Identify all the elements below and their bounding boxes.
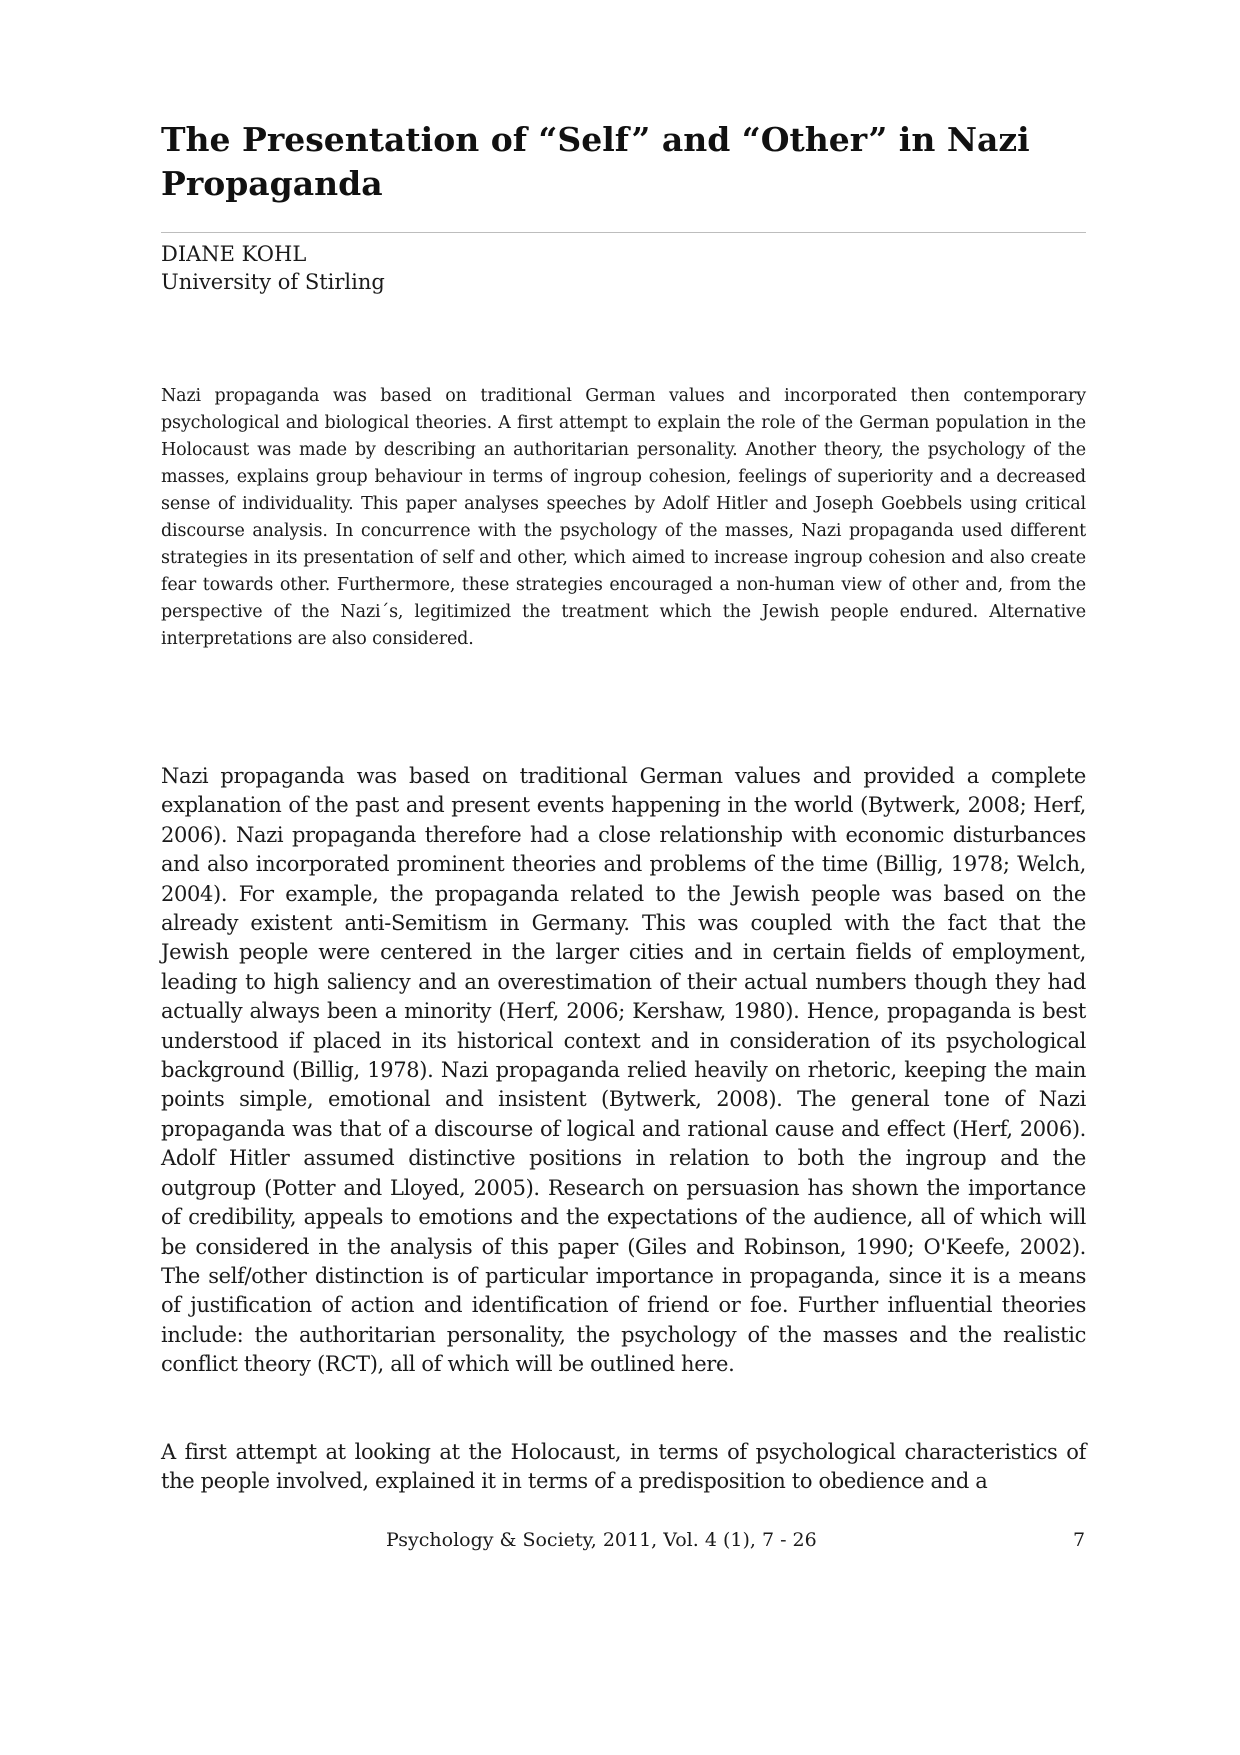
abstract-paragraph: Nazi propaganda was based on traditional German values and incorporated then contemporary psychological and biological theories. A first attempt to explain the role of the German population in the Holocaust was made by describing an authoritarian personality. Another theory, the psychology of the masses, explains group behaviour in terms of ingroup cohesion, feelings of superiority and a decreased sense of individuality. This paper analyses speeches by Adolf Hitler and Joseph Goebbels using critical discourse analysis. In concurrence with the psychology of the masses, Nazi propaganda used different strategies in its presentation of self and other, which aimed to increase ingroup cohesion and also create fear towards other. Furthermore, these strategies encouraged a non-human view of other and, from the perspective of the Nazi´s, legitimized the treatment which the Jewish people endured. Alternative interpretations are also considered.: [161, 386, 1086, 649]
body-paragraph: Nazi propaganda was based on traditional German values and provided a complete explanation of the past and present events happening in the world (Bytwerk, 2008; Herf, 2006). Nazi propaganda therefore had a close relationship with economic disturbances and also incorporated prominent theories and problems of the time (Billig, 1978; Welch, 2004). For example, the propaganda related to the Jewish people was based on the already existent anti-Semitism in Germany. This was coupled with the fact that the Jewish people were centered in the larger cities and in certain fields of employment, leading to high saliency and an overestimation of their actual numbers though they had actually always been a minority (Herf, 2006; Kershaw, 1980). Hence, propaganda is best understood if placed in its historical context and in consideration of its psychological background (Billig, 1978). Nazi propaganda relied heavily on rhetoric, keeping the main points simple, emotional and insistent (Bytwerk, 2008). The general tone of Nazi propaganda was that of a discourse of logical and rational cause and effect (Herf, 2006). Adolf Hitler assumed distinctive positions in relation to both the ingroup and the outgroup (Potter and Lloyed, 2005). Research on persuasion has shown the importance of credibility, appeals to emotions and the expectations of the audience, all of which will be considered in the analysis of this paper (Giles and Robinson, 1990; O'Keefe, 2002). The self/other distinction is of particular importance in propaganda, since it is a means of justification of action and identification of friend or foe. Further influential theories include: the authoritarian personality, the psychology of the masses and the realistic conflict theory (RCT), all of which will be outlined here.: [161, 764, 1086, 1377]
article-title: The Presentation of “Self” and “Other” in Nazi Propaganda: [161, 120, 1030, 203]
page-number: 7: [1073, 1529, 1086, 1551]
footer-citation: Psychology & Society, 2011, Vol. 4 (1), 7 - 26: [386, 1529, 817, 1551]
title-divider: [161, 232, 1086, 233]
body-paragraph: A first attempt at looking at the Holocaust, in terms of psychological characteristics of the people involved, explained it in terms of a predisposition to obedience and a: [161, 1440, 1086, 1494]
author-affiliation: University of Stirling: [161, 270, 385, 294]
author-name: DIANE KOHL: [161, 242, 307, 266]
